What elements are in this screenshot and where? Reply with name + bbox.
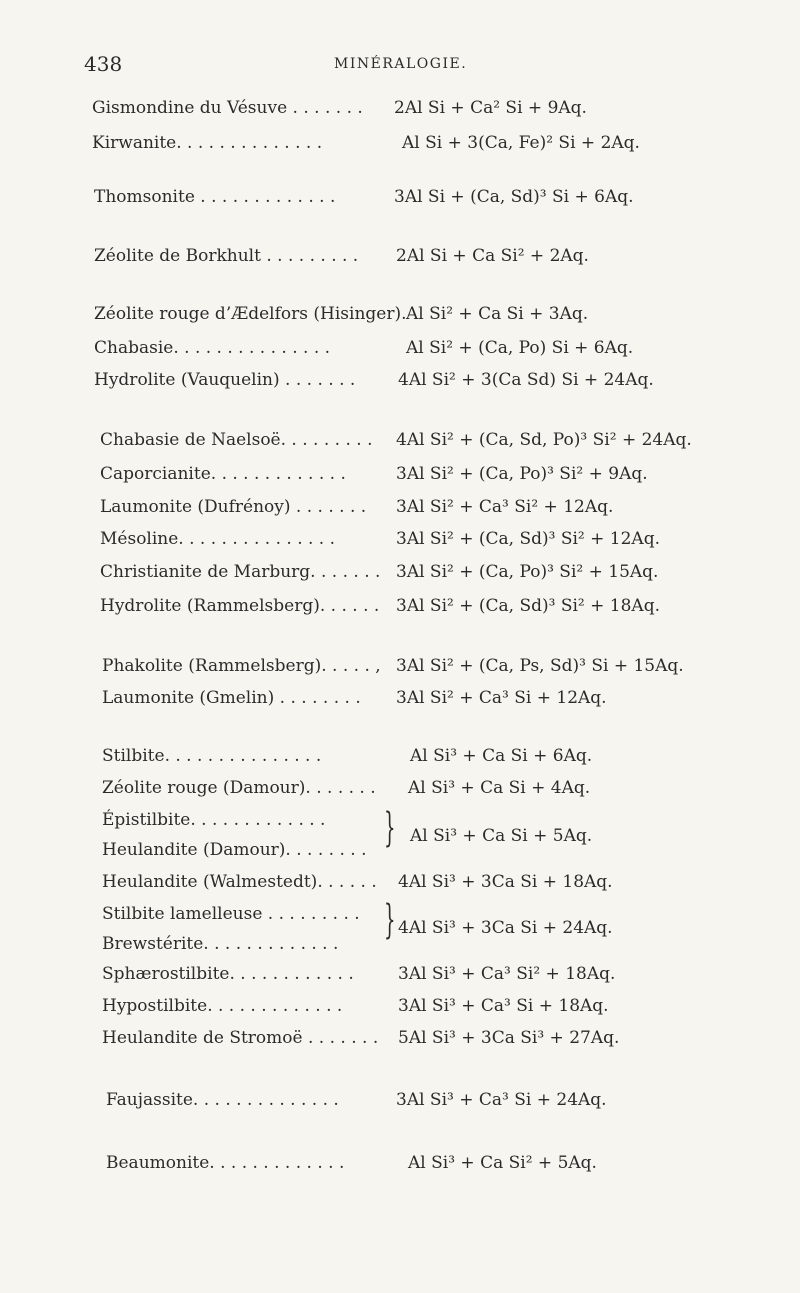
mineral-formula: 4Al Si² + 3(Ca Sd) Si + 24Aq. [398, 370, 654, 390]
mineral-formula: 3Al Si² + (Ca, Po)³ Si² + 9Aq. [396, 464, 648, 484]
mineral-name: Zéolite de Borkhult . . . . . . . . . [94, 246, 359, 266]
mineral-formula: 4Al Si³ + 3Ca Si + 24Aq. [398, 918, 613, 938]
mineral-formula: 3Al Si² + (Ca, Sd)³ Si² + 12Aq. [396, 529, 660, 549]
mineral-formula: 3Al Si² + (Ca, Ps, Sd)³ Si + 15Aq. [396, 656, 684, 676]
mineral-name: Caporcianite. . . . . . . . . . . . . [100, 464, 346, 484]
brace-bracket: } [384, 897, 396, 943]
mineral-formula: 3Al Si³ + Ca³ Si + 24Aq. [396, 1090, 607, 1110]
mineral-name: Stilbite. . . . . . . . . . . . . . . [102, 746, 322, 766]
mineral-name: Faujassite. . . . . . . . . . . . . . [106, 1090, 339, 1110]
page-number: 438 [84, 52, 123, 76]
mineral-name: Épistilbite. . . . . . . . . . . . . [102, 810, 326, 830]
mineral-formula: Al Si³ + Ca Si + 5Aq. [410, 826, 593, 846]
mineral-formula: Al Si³ + Ca Si² + 5Aq. [408, 1153, 597, 1173]
mineral-name: Laumonite (Gmelin) . . . . . . . . [102, 688, 361, 708]
mineral-name: Heulandite (Walmestedt). . . . . . [102, 872, 377, 892]
mineral-name: Christianite de Marburg. . . . . . . [100, 562, 381, 582]
mineral-name: Chabasie de Naelsoë. . . . . . . . . [100, 430, 373, 450]
mineral-formula: 4Al Si² + (Ca, Sd, Po)³ Si² + 24Aq. [396, 430, 692, 450]
mineral-formula: Al Si + 3(Ca, Fe)² Si + 2Aq. [402, 133, 640, 153]
mineral-name: Hydrolite (Rammelsberg). . . . . . [100, 596, 380, 616]
mineral-name: Mésoline. . . . . . . . . . . . . . . [100, 529, 336, 549]
mineral-formula: 3Al Si³ + Ca³ Si + 18Aq. [398, 996, 609, 1016]
mineral-formula: Al Si² + Ca Si + 3Aq. [406, 304, 589, 324]
mineral-formula: 3Al Si² + Ca³ Si + 12Aq. [396, 688, 607, 708]
brace-bracket: } [384, 805, 396, 851]
running-title: MINÉRALOGIE. [334, 56, 468, 72]
mineral-formula: Al Si³ + Ca Si + 6Aq. [410, 746, 593, 766]
mineral-formula: 5Al Si³ + 3Ca Si³ + 27Aq. [398, 1028, 620, 1048]
mineral-name: Thomsonite . . . . . . . . . . . . . [94, 187, 336, 207]
mineral-name: Hypostilbite. . . . . . . . . . . . . [102, 996, 343, 1016]
mineral-formula: 3Al Si² + Ca³ Si² + 12Aq. [396, 497, 614, 517]
mineral-name: Hydrolite (Vauquelin) . . . . . . . [94, 370, 356, 390]
mineral-name: Chabasie. . . . . . . . . . . . . . . [94, 338, 331, 358]
mineral-name: Kirwanite. . . . . . . . . . . . . . [92, 133, 323, 153]
mineral-formula: 3Al Si³ + Ca³ Si² + 18Aq. [398, 964, 616, 984]
mineral-formula: Al Si² + (Ca, Po) Si + 6Aq. [406, 338, 634, 358]
mineral-name: Heulandite (Damour). . . . . . . . [102, 840, 367, 860]
mineral-formula: 3Al Si + (Ca, Sd)³ Si + 6Aq. [394, 187, 634, 207]
mineral-name: Heulandite de Stromoë . . . . . . . [102, 1028, 379, 1048]
mineral-name: Phakolite (Rammelsberg). . . . . , [102, 656, 381, 676]
mineral-name: Zéolite rouge (Damour). . . . . . . [102, 778, 376, 798]
mineral-name: Stilbite lamelleuse . . . . . . . . . [102, 904, 360, 924]
mineral-formula: 2Al Si + Ca Si² + 2Aq. [396, 246, 589, 266]
page-header [84, 52, 724, 82]
mineral-name: Zéolite rouge d’Ædelfors (Hisinger). [94, 304, 407, 324]
mineral-name: Laumonite (Dufrénoy) . . . . . . . [100, 497, 367, 517]
mineral-formula: Al Si³ + Ca Si + 4Aq. [408, 778, 591, 798]
mineral-name: Sphærostilbite. . . . . . . . . . . . [102, 964, 354, 984]
mineral-formula: 3Al Si² + (Ca, Po)³ Si² + 15Aq. [396, 562, 659, 582]
mineral-formula: 2Al Si + Ca² Si + 9Aq. [394, 98, 587, 118]
mineral-name: Gismondine du Vésuve . . . . . . . [92, 98, 363, 118]
mineral-formula: 3Al Si² + (Ca, Sd)³ Si² + 18Aq. [396, 596, 660, 616]
mineral-name: Beaumonite. . . . . . . . . . . . . [106, 1153, 345, 1173]
mineral-formula: 4Al Si³ + 3Ca Si + 18Aq. [398, 872, 613, 892]
mineral-name: Brewstérite. . . . . . . . . . . . . [102, 934, 339, 954]
